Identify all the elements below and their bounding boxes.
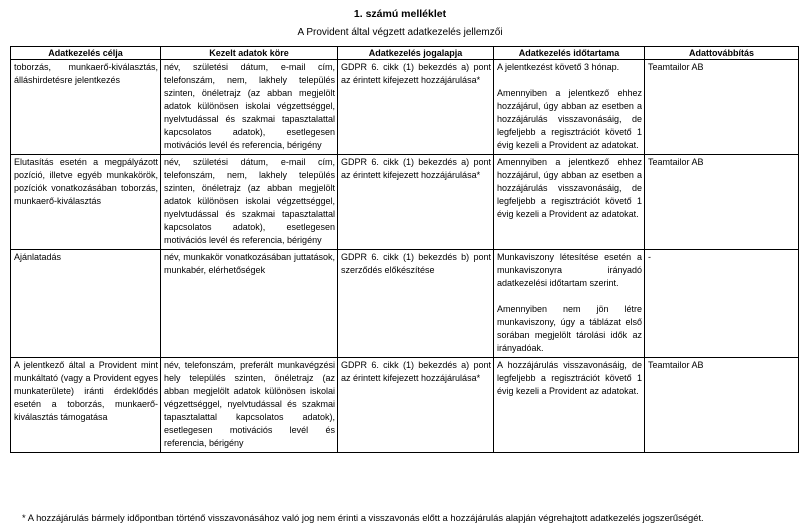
data-scope-cell: név, születési dátum, e-mail cím, telefonszám, nem, lakhely település szinten, önéletrajz (az abban megjelölt adatok különösen iskolai végzettséggel, nyelvtudással és szakmai tapasztalattal kapcsolatos adatok), esetlegesen motivációs levél és referencia, bérigény [161, 155, 338, 250]
legal-basis-cell: GDPR 6. cikk (1) bekezdés a) pont az érintett kifejezett hozzájárulása* [338, 155, 494, 250]
data-processing-table [10, 46, 799, 453]
transfer-cell: Teamtailor AB [645, 155, 799, 250]
transfer-cell: Teamtailor AB [645, 358, 799, 453]
legal-basis-cell: GDPR 6. cikk (1) bekezdés b) pont szerződés előkészítése [338, 250, 494, 358]
header-legal-basis: Adatkezelés jogalapja [338, 47, 494, 60]
legal-basis-cell: GDPR 6. cikk (1) bekezdés a) pont az érintett kifejezett hozzájárulása* [338, 358, 494, 453]
transfer-cell: Teamtailor AB [645, 60, 799, 155]
data-scope-cell: név, munkakör vonatkozásában juttatások, munkabér, elérhetőségek [161, 250, 338, 358]
table-row [11, 358, 799, 453]
duration-cell: Munkaviszony létesítése esetén a munkaviszonyra irányadó adatkezelési időtartam szerint. Amennyiben nem jön létre munkaviszony, úgy a táblázat első sorában megjelölt tárolási idők az irányadóak. [494, 250, 645, 358]
table-row [11, 155, 799, 250]
legal-basis-cell: GDPR 6. cikk (1) bekezdés a) pont az érintett kifejezett hozzájárulása* [338, 60, 494, 155]
data-scope-cell: név, születési dátum, e-mail cím, telefonszám, nem, lakhely település szinten, önéletrajz (az abban megjelölt adatok különösen iskolai végzettséggel, nyelvtudással és szakmai tapasztalattal kapcsolatos adatok), esetlegesen motivációs levél és referencia, bérigény [161, 60, 338, 155]
duration-cell: A hozzájárulás visszavonásáig, de legfeljebb a regisztrációt követő 1 évig kezeli a Provident az adatokat. [494, 358, 645, 453]
table-header-row [11, 47, 799, 60]
transfer-cell: - [645, 250, 799, 358]
table-row [11, 250, 799, 358]
table-row [11, 60, 799, 155]
duration-cell: A jelentkezést követő 3 hónap. Amennyiben a jelentkező ehhez hozzájárul, úgy abban az esetben a hozzájárulás visszavonásáig, de legfeljebb a regisztrációt követő 1 évig kezeli a Provident az adatokat. [494, 60, 645, 155]
purpose-cell: A jelentkező által a Provident mint munkáltató (vagy a Provident egyes munkaterülete) iránti érdeklődés esetén a toborzás, munkaerő-kiválasztás támogatása [11, 358, 161, 453]
duration-cell: Amennyiben a jelentkező ehhez hozzájárul, úgy abban az esetben a hozzájárulás visszavonásáig, de legfeljebb a regisztrációt követő 1 évig kezeli a Provident az adatokat. [494, 155, 645, 250]
footnote: * A hozzájárulás bármely időpontban történő visszavonásához való jog nem érinti a visszavonás előtt a hozzájárulás alapján végrehajtott adatkezelés jogszerűségét. [22, 512, 704, 523]
annex-title: 1. számú melléklet [353, 8, 447, 20]
header-purpose: Adatkezelés célja [11, 47, 161, 60]
document-subtitle: A Provident által végzett adatkezelés jellemzői [297, 27, 503, 38]
purpose-cell: toborzás, munkaerő-kiválasztás, álláshirdetésre jelentkezés [11, 60, 161, 155]
header-data-scope: Kezelt adatok köre [161, 47, 338, 60]
purpose-cell: Ajánlatadás [11, 250, 161, 358]
header-duration: Adatkezelés időtartama [494, 47, 645, 60]
purpose-cell: Elutasítás esetén a megpályázott pozíció, illetve egyéb munkakörök, pozíciók vonatkozásában toborzás, munkaerő-kiválasztás [11, 155, 161, 250]
header-transfer: Adattovábbítás [645, 47, 799, 60]
data-scope-cell: név, telefonszám, preferált munkavégzési hely település szinten, önéletrajz (az abban megjelölt adatok különösen iskolai végzettséggel, nyelvtudással és szakmai tapasztalattal kapcsolatos adatok), esetlegesen motivációs levél és referencia, bérigény [161, 358, 338, 453]
